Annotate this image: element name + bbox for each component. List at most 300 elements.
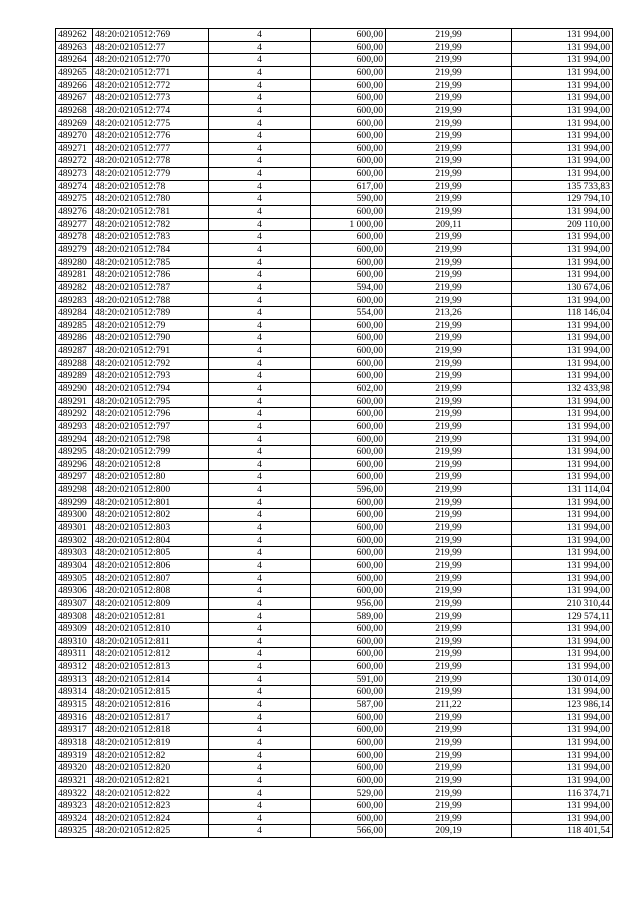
category-cell: 4	[209, 29, 311, 42]
specific-value-cell: 219,99	[386, 420, 512, 433]
cadastral-value-cell: 131 994,00	[512, 142, 613, 155]
category-cell: 4	[209, 130, 311, 143]
category-cell: 4	[209, 79, 311, 92]
specific-value-cell: 209,11	[386, 218, 512, 231]
row-number: 489292	[56, 408, 93, 421]
row-number: 489293	[56, 420, 93, 433]
area-cell: 600,00	[311, 79, 386, 92]
table-row	[56, 521, 613, 534]
table-row	[56, 471, 613, 484]
area-cell: 600,00	[311, 168, 386, 181]
document-page	[55, 28, 612, 838]
table-row	[56, 269, 613, 282]
area-cell: 600,00	[311, 812, 386, 825]
area-cell: 600,00	[311, 509, 386, 522]
row-number: 489278	[56, 231, 93, 244]
cadastral-value-cell: 131 994,00	[512, 420, 613, 433]
cadastral-value-cell: 123 986,14	[512, 698, 613, 711]
cadastral-number: 48:20:0210512:819	[93, 736, 209, 749]
row-number: 489273	[56, 168, 93, 181]
cadastral-number: 48:20:0210512:82	[93, 749, 209, 762]
row-number: 489268	[56, 104, 93, 117]
area-cell: 600,00	[311, 231, 386, 244]
area-cell: 956,00	[311, 597, 386, 610]
category-cell: 4	[209, 521, 311, 534]
area-cell: 600,00	[311, 458, 386, 471]
cadastral-number: 48:20:0210512:81	[93, 610, 209, 623]
area-cell: 529,00	[311, 787, 386, 800]
table-row	[56, 130, 613, 143]
row-number: 489275	[56, 193, 93, 206]
category-cell: 4	[209, 357, 311, 370]
category-cell: 4	[209, 686, 311, 699]
area-cell: 600,00	[311, 41, 386, 54]
cadastral-value-cell: 131 994,00	[512, 736, 613, 749]
specific-value-cell: 211,22	[386, 698, 512, 711]
table-row	[56, 370, 613, 383]
cadastral-value-cell: 118 146,04	[512, 307, 613, 320]
area-cell: 600,00	[311, 29, 386, 42]
cadastral-value-cell: 131 994,00	[512, 686, 613, 699]
cadastral-value-cell: 131 994,00	[512, 294, 613, 307]
row-number: 489281	[56, 269, 93, 282]
category-cell: 4	[209, 408, 311, 421]
category-cell: 4	[209, 825, 311, 838]
table-row	[56, 193, 613, 206]
cadastral-number: 48:20:0210512:772	[93, 79, 209, 92]
specific-value-cell: 219,99	[386, 231, 512, 244]
cadastral-value-cell: 131 994,00	[512, 521, 613, 534]
category-cell: 4	[209, 243, 311, 256]
cadastral-value-cell: 131 994,00	[512, 256, 613, 269]
specific-value-cell: 219,99	[386, 130, 512, 143]
cadastral-value-cell: 131 994,00	[512, 205, 613, 218]
cadastral-value-cell: 131 994,00	[512, 395, 613, 408]
row-number: 489262	[56, 29, 93, 42]
table-row	[56, 218, 613, 231]
row-number: 489323	[56, 800, 93, 813]
category-cell: 4	[209, 155, 311, 168]
cadastral-value-cell: 210 310,44	[512, 597, 613, 610]
cadastral-value-cell: 131 994,00	[512, 370, 613, 383]
row-number: 489274	[56, 180, 93, 193]
table-row	[56, 382, 613, 395]
cadastral-number: 48:20:0210512:778	[93, 155, 209, 168]
row-number: 489291	[56, 395, 93, 408]
row-number: 489290	[56, 382, 93, 395]
cadastral-number: 48:20:0210512:798	[93, 433, 209, 446]
row-number: 489270	[56, 130, 93, 143]
row-number: 489284	[56, 307, 93, 320]
specific-value-cell: 219,99	[386, 686, 512, 699]
area-cell: 600,00	[311, 800, 386, 813]
cadastral-number: 48:20:0210512:811	[93, 635, 209, 648]
area-cell: 600,00	[311, 547, 386, 560]
table-row	[56, 686, 613, 699]
category-cell: 4	[209, 787, 311, 800]
cadastral-value-cell: 131 994,00	[512, 800, 613, 813]
cadastral-number: 48:20:0210512:80	[93, 471, 209, 484]
row-number: 489322	[56, 787, 93, 800]
category-cell: 4	[209, 395, 311, 408]
cadastral-value-cell: 131 994,00	[512, 585, 613, 598]
row-number: 489303	[56, 547, 93, 560]
cadastral-number: 48:20:0210512:79	[93, 319, 209, 332]
table-body	[56, 29, 613, 838]
row-number: 489314	[56, 686, 93, 699]
cadastral-number: 48:20:0210512:806	[93, 559, 209, 572]
cadastral-value-cell: 131 994,00	[512, 332, 613, 345]
area-cell: 600,00	[311, 749, 386, 762]
table-row	[56, 800, 613, 813]
cadastral-value-cell: 131 994,00	[512, 66, 613, 79]
table-row	[56, 458, 613, 471]
row-number: 489313	[56, 673, 93, 686]
cadastral-value-cell: 131 114,04	[512, 484, 613, 497]
specific-value-cell: 219,99	[386, 572, 512, 585]
category-cell: 4	[209, 180, 311, 193]
specific-value-cell: 219,99	[386, 559, 512, 572]
specific-value-cell: 219,99	[386, 623, 512, 636]
row-number: 489301	[56, 521, 93, 534]
specific-value-cell: 219,99	[386, 547, 512, 560]
category-cell: 4	[209, 711, 311, 724]
table-row	[56, 66, 613, 79]
specific-value-cell: 219,99	[386, 736, 512, 749]
category-cell: 4	[209, 231, 311, 244]
table-row	[56, 256, 613, 269]
table-row	[56, 395, 613, 408]
cadastral-number: 48:20:0210512:802	[93, 509, 209, 522]
specific-value-cell: 219,99	[386, 29, 512, 42]
specific-value-cell: 219,99	[386, 66, 512, 79]
cadastral-number: 48:20:0210512:801	[93, 496, 209, 509]
cadastral-number: 48:20:0210512:794	[93, 382, 209, 395]
category-cell: 4	[209, 800, 311, 813]
row-number: 489299	[56, 496, 93, 509]
area-cell: 600,00	[311, 104, 386, 117]
area-cell: 602,00	[311, 382, 386, 395]
cadastral-value-cell: 131 994,00	[512, 433, 613, 446]
cadastral-value-cell: 131 994,00	[512, 155, 613, 168]
cadastral-number: 48:20:0210512:791	[93, 345, 209, 358]
cadastral-value-cell: 131 994,00	[512, 319, 613, 332]
cadastral-number: 48:20:0210512:824	[93, 812, 209, 825]
row-number: 489296	[56, 458, 93, 471]
area-cell: 600,00	[311, 521, 386, 534]
table-row	[56, 559, 613, 572]
category-cell: 4	[209, 92, 311, 105]
area-cell: 617,00	[311, 180, 386, 193]
specific-value-cell: 219,99	[386, 471, 512, 484]
table-row	[56, 54, 613, 67]
category-cell: 4	[209, 332, 311, 345]
category-cell: 4	[209, 104, 311, 117]
area-cell: 600,00	[311, 319, 386, 332]
area-cell: 600,00	[311, 345, 386, 358]
specific-value-cell: 219,99	[386, 294, 512, 307]
row-number: 489302	[56, 534, 93, 547]
category-cell: 4	[209, 724, 311, 737]
table-row	[56, 623, 613, 636]
category-cell: 4	[209, 597, 311, 610]
table-row	[56, 433, 613, 446]
cadastral-number: 48:20:0210512:783	[93, 231, 209, 244]
cadastral-value-cell: 131 994,00	[512, 749, 613, 762]
table-row	[56, 698, 613, 711]
category-cell: 4	[209, 420, 311, 433]
category-cell: 4	[209, 762, 311, 775]
area-cell: 600,00	[311, 774, 386, 787]
table-row	[56, 408, 613, 421]
specific-value-cell: 219,99	[386, 256, 512, 269]
cadastral-number: 48:20:0210512:804	[93, 534, 209, 547]
specific-value-cell: 219,99	[386, 205, 512, 218]
area-cell: 600,00	[311, 635, 386, 648]
cadastral-number: 48:20:0210512:784	[93, 243, 209, 256]
category-cell: 4	[209, 509, 311, 522]
table-row	[56, 648, 613, 661]
cadastral-value-cell: 118 401,54	[512, 825, 613, 838]
table-row	[56, 345, 613, 358]
specific-value-cell: 219,99	[386, 92, 512, 105]
cadastral-value-cell: 131 994,00	[512, 243, 613, 256]
cadastral-value-cell: 131 994,00	[512, 635, 613, 648]
cadastral-value-cell: 131 994,00	[512, 534, 613, 547]
area-cell: 600,00	[311, 661, 386, 674]
specific-value-cell: 219,99	[386, 585, 512, 598]
category-cell: 4	[209, 458, 311, 471]
category-cell: 4	[209, 698, 311, 711]
cadastral-value-cell: 131 994,00	[512, 623, 613, 636]
cadastral-number: 48:20:0210512:780	[93, 193, 209, 206]
cadastral-value-cell: 130 674,06	[512, 281, 613, 294]
table-row	[56, 534, 613, 547]
area-cell: 600,00	[311, 256, 386, 269]
row-number: 489263	[56, 41, 93, 54]
cadastral-value-cell: 131 994,00	[512, 724, 613, 737]
cadastral-number: 48:20:0210512:774	[93, 104, 209, 117]
cadastral-number: 48:20:0210512:771	[93, 66, 209, 79]
row-number: 489295	[56, 446, 93, 459]
row-number: 489317	[56, 724, 93, 737]
specific-value-cell: 209,19	[386, 825, 512, 838]
row-number: 489325	[56, 825, 93, 838]
row-number: 489324	[56, 812, 93, 825]
row-number: 489287	[56, 345, 93, 358]
row-number: 489315	[56, 698, 93, 711]
area-cell: 600,00	[311, 142, 386, 155]
table-row	[56, 711, 613, 724]
cadastral-value-cell: 129 794,10	[512, 193, 613, 206]
category-cell: 4	[209, 142, 311, 155]
cadastral-number: 48:20:0210512:770	[93, 54, 209, 67]
row-number: 489307	[56, 597, 93, 610]
category-cell: 4	[209, 269, 311, 282]
table-row	[56, 294, 613, 307]
cadastral-number: 48:20:0210512:800	[93, 484, 209, 497]
table-row	[56, 812, 613, 825]
cadastral-number: 48:20:0210512:77	[93, 41, 209, 54]
category-cell: 4	[209, 471, 311, 484]
table-row	[56, 496, 613, 509]
category-cell: 4	[209, 623, 311, 636]
cadastral-value-cell: 131 994,00	[512, 231, 613, 244]
cadastral-number: 48:20:0210512:820	[93, 762, 209, 775]
row-number: 489277	[56, 218, 93, 231]
row-number: 489319	[56, 749, 93, 762]
cadastral-value-cell: 135 733,83	[512, 180, 613, 193]
cadastral-value-cell: 116 374,71	[512, 787, 613, 800]
row-number: 489272	[56, 155, 93, 168]
area-cell: 591,00	[311, 673, 386, 686]
row-number: 489298	[56, 484, 93, 497]
specific-value-cell: 219,99	[386, 79, 512, 92]
specific-value-cell: 219,99	[386, 762, 512, 775]
specific-value-cell: 219,99	[386, 117, 512, 130]
row-number: 489311	[56, 648, 93, 661]
cadastral-number: 48:20:0210512:786	[93, 269, 209, 282]
cadastral-value-cell: 131 994,00	[512, 661, 613, 674]
specific-value-cell: 219,99	[386, 635, 512, 648]
area-cell: 600,00	[311, 736, 386, 749]
category-cell: 4	[209, 585, 311, 598]
category-cell: 4	[209, 382, 311, 395]
row-number: 489294	[56, 433, 93, 446]
row-number: 489288	[56, 357, 93, 370]
cadastral-value-table	[55, 28, 613, 838]
cadastral-value-cell: 131 994,00	[512, 547, 613, 560]
category-cell: 4	[209, 281, 311, 294]
row-number: 489289	[56, 370, 93, 383]
specific-value-cell: 219,99	[386, 496, 512, 509]
specific-value-cell: 219,99	[386, 193, 512, 206]
category-cell: 4	[209, 635, 311, 648]
specific-value-cell: 219,99	[386, 345, 512, 358]
specific-value-cell: 219,99	[386, 521, 512, 534]
table-row	[56, 547, 613, 560]
area-cell: 600,00	[311, 117, 386, 130]
row-number: 489266	[56, 79, 93, 92]
cadastral-value-cell: 131 994,00	[512, 92, 613, 105]
cadastral-value-cell: 131 994,00	[512, 509, 613, 522]
row-number: 489279	[56, 243, 93, 256]
area-cell: 600,00	[311, 446, 386, 459]
cadastral-number: 48:20:0210512:815	[93, 686, 209, 699]
cadastral-value-cell: 131 994,00	[512, 458, 613, 471]
table-row	[56, 610, 613, 623]
area-cell: 600,00	[311, 623, 386, 636]
category-cell: 4	[209, 648, 311, 661]
table-row	[56, 597, 613, 610]
specific-value-cell: 219,99	[386, 319, 512, 332]
row-number: 489264	[56, 54, 93, 67]
table-row	[56, 307, 613, 320]
cadastral-value-cell: 131 994,00	[512, 496, 613, 509]
area-cell: 600,00	[311, 92, 386, 105]
category-cell: 4	[209, 812, 311, 825]
area-cell: 554,00	[311, 307, 386, 320]
category-cell: 4	[209, 673, 311, 686]
cadastral-number: 48:20:0210512:789	[93, 307, 209, 320]
specific-value-cell: 219,99	[386, 243, 512, 256]
area-cell: 600,00	[311, 370, 386, 383]
cadastral-number: 48:20:0210512:809	[93, 597, 209, 610]
cadastral-number: 48:20:0210512:790	[93, 332, 209, 345]
cadastral-value-cell: 131 994,00	[512, 572, 613, 585]
cadastral-value-cell: 131 994,00	[512, 79, 613, 92]
cadastral-number: 48:20:0210512:813	[93, 661, 209, 674]
row-number: 489271	[56, 142, 93, 155]
cadastral-value-cell: 129 574,11	[512, 610, 613, 623]
category-cell: 4	[209, 345, 311, 358]
area-cell: 587,00	[311, 698, 386, 711]
category-cell: 4	[209, 193, 311, 206]
cadastral-number: 48:20:0210512:78	[93, 180, 209, 193]
cadastral-number: 48:20:0210512:823	[93, 800, 209, 813]
cadastral-value-cell: 131 994,00	[512, 762, 613, 775]
cadastral-number: 48:20:0210512:825	[93, 825, 209, 838]
table-row	[56, 243, 613, 256]
area-cell: 600,00	[311, 496, 386, 509]
specific-value-cell: 219,99	[386, 446, 512, 459]
area-cell: 600,00	[311, 585, 386, 598]
cadastral-value-cell: 131 994,00	[512, 446, 613, 459]
area-cell: 600,00	[311, 269, 386, 282]
area-cell: 600,00	[311, 420, 386, 433]
cadastral-value-cell: 131 994,00	[512, 357, 613, 370]
specific-value-cell: 219,99	[386, 509, 512, 522]
table-row	[56, 104, 613, 117]
cadastral-number: 48:20:0210512:793	[93, 370, 209, 383]
row-number: 489312	[56, 661, 93, 674]
category-cell: 4	[209, 205, 311, 218]
cadastral-number: 48:20:0210512:818	[93, 724, 209, 737]
table-row	[56, 180, 613, 193]
table-row	[56, 357, 613, 370]
table-row	[56, 168, 613, 181]
cadastral-number: 48:20:0210512:797	[93, 420, 209, 433]
cadastral-value-cell: 131 994,00	[512, 559, 613, 572]
table-row	[56, 509, 613, 522]
area-cell: 600,00	[311, 648, 386, 661]
category-cell: 4	[209, 749, 311, 762]
table-row	[56, 446, 613, 459]
area-cell: 600,00	[311, 294, 386, 307]
row-number: 489265	[56, 66, 93, 79]
table-row	[56, 92, 613, 105]
cadastral-value-cell: 131 994,00	[512, 774, 613, 787]
cadastral-value-cell: 131 994,00	[512, 345, 613, 358]
specific-value-cell: 219,99	[386, 168, 512, 181]
specific-value-cell: 219,99	[386, 433, 512, 446]
category-cell: 4	[209, 218, 311, 231]
specific-value-cell: 219,99	[386, 142, 512, 155]
area-cell: 600,00	[311, 66, 386, 79]
cadastral-number: 48:20:0210512:805	[93, 547, 209, 560]
cadastral-value-cell: 131 994,00	[512, 812, 613, 825]
row-number: 489269	[56, 117, 93, 130]
specific-value-cell: 219,99	[386, 54, 512, 67]
category-cell: 4	[209, 117, 311, 130]
area-cell: 600,00	[311, 205, 386, 218]
cadastral-number: 48:20:0210512:796	[93, 408, 209, 421]
table-row	[56, 117, 613, 130]
cadastral-number: 48:20:0210512:777	[93, 142, 209, 155]
area-cell: 600,00	[311, 395, 386, 408]
cadastral-number: 48:20:0210512:769	[93, 29, 209, 42]
row-number: 489309	[56, 623, 93, 636]
